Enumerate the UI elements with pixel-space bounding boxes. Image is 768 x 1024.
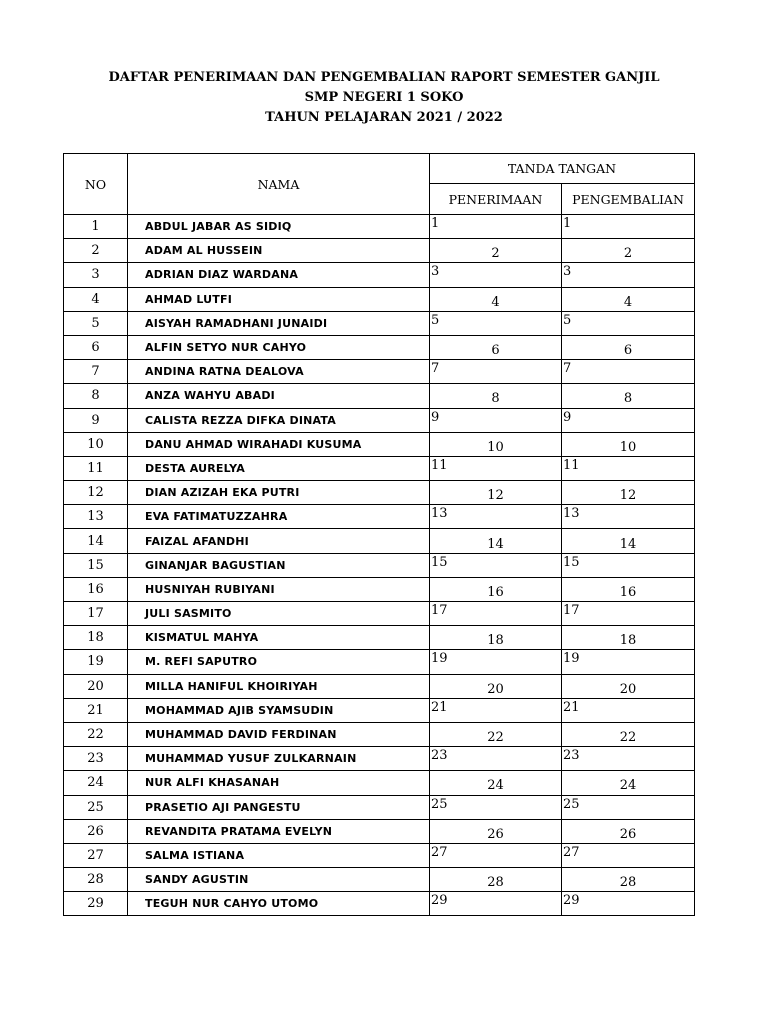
row-number: 19 [87, 654, 104, 670]
student-name: ANDINA RATNA DEALOVA [145, 365, 304, 379]
signature-penerimaan-cell [430, 602, 562, 626]
student-name-cell [128, 650, 430, 674]
signature-penerimaan-cell [430, 819, 562, 843]
student-name: DANU AHMAD WIRAHADI KUSUMA [145, 437, 362, 451]
signature-penerimaan-cell [430, 384, 562, 408]
signature-penerimaan-cell [430, 771, 562, 795]
report-card-signature-table [63, 153, 695, 916]
signature-penerimaan: 16 [487, 584, 504, 600]
row-number-cell [64, 456, 128, 480]
student-name-cell [128, 892, 430, 916]
signature-pengembalian-cell [562, 747, 695, 771]
signature-penerimaan-cell [430, 674, 562, 698]
signature-pengembalian-cell [562, 771, 695, 795]
student-name-cell [128, 819, 430, 843]
student-name-cell [128, 602, 430, 626]
signature-pengembalian: 29 [563, 893, 580, 909]
table-row [64, 892, 695, 916]
signature-penerimaan: 10 [487, 439, 504, 455]
student-name: DIAN AZIZAH EKA PUTRI [145, 486, 300, 500]
signature-penerimaan-cell [430, 481, 562, 505]
signature-pengembalian-cell [562, 892, 695, 916]
row-number: 13 [87, 509, 104, 525]
signature-penerimaan-cell [430, 239, 562, 263]
header-nama: NAMA [128, 154, 430, 215]
student-name: CALISTA REZZA DIFKA DINATA [145, 413, 336, 427]
row-number-cell [64, 263, 128, 287]
signature-penerimaan-cell [430, 432, 562, 456]
table-row [64, 529, 695, 553]
row-number-cell [64, 529, 128, 553]
signature-pengembalian: 23 [563, 748, 580, 764]
signature-penerimaan-cell [430, 843, 562, 867]
row-number-cell [64, 674, 128, 698]
signature-pengembalian: 8 [623, 391, 633, 407]
signature-pengembalian: 3 [563, 264, 572, 280]
signature-penerimaan: 2 [491, 246, 500, 262]
signature-penerimaan-cell [430, 650, 562, 674]
row-number-cell [64, 868, 128, 892]
signature-penerimaan-cell [430, 456, 562, 480]
signature-penerimaan-cell [430, 311, 562, 335]
signature-penerimaan-cell [430, 215, 562, 239]
signature-penerimaan-cell [430, 335, 562, 359]
signature-pengembalian-cell [562, 311, 695, 335]
signature-pengembalian-cell [562, 505, 695, 529]
signature-pengembalian: 17 [563, 603, 580, 619]
table-row [64, 795, 695, 819]
table-row [64, 771, 695, 795]
academic-year: TAHUN PELAJARAN 2021 / 2022 [265, 110, 503, 125]
row-number: 24 [87, 775, 104, 791]
row-number-cell [64, 481, 128, 505]
signature-pengembalian-cell [562, 239, 695, 263]
student-name: REVANDITA PRATAMA EVELYN [145, 824, 333, 838]
row-number-cell [64, 795, 128, 819]
student-name-cell [128, 360, 430, 384]
row-number-cell [64, 626, 128, 650]
signature-penerimaan: 27 [431, 844, 448, 860]
signature-pengembalian: 10 [619, 439, 637, 455]
signature-pengembalian: 24 [619, 778, 637, 794]
row-number-cell [64, 819, 128, 843]
signature-pengembalian-cell [562, 577, 695, 601]
signature-penerimaan: 4 [491, 294, 500, 310]
signature-penerimaan-cell [430, 408, 562, 432]
student-name: JULI SASMITO [145, 607, 232, 621]
signature-pengembalian: 2 [623, 246, 633, 262]
signature-penerimaan-cell [430, 795, 562, 819]
row-number-cell [64, 747, 128, 771]
table-body [64, 215, 695, 916]
signature-penerimaan-cell [430, 263, 562, 287]
table-row [64, 698, 695, 722]
student-name-cell [128, 335, 430, 359]
signature-penerimaan: 8 [491, 391, 500, 407]
table-row [64, 311, 695, 335]
student-name: HUSNIYAH RUBIYANI [145, 582, 275, 596]
student-name-cell [128, 843, 430, 867]
signature-pengembalian: 19 [563, 651, 580, 667]
signature-pengembalian: 5 [563, 312, 572, 328]
row-number-cell [64, 722, 128, 746]
signature-penerimaan: 12 [487, 488, 504, 504]
student-name: MILLA HANIFUL KHOIRIYAH [145, 679, 318, 693]
signature-penerimaan: 24 [487, 778, 504, 794]
row-number-cell [64, 239, 128, 263]
student-name: EVA FATIMATUZZAHRA [145, 510, 288, 524]
signature-penerimaan: 1 [431, 216, 440, 232]
table-row [64, 553, 695, 577]
header-no: NO [64, 154, 128, 215]
row-number: 18 [87, 630, 104, 646]
table-row [64, 287, 695, 311]
signature-pengembalian: 12 [619, 488, 637, 504]
student-name: GINANJAR BAGUSTIAN [145, 558, 286, 572]
signature-penerimaan-cell [430, 722, 562, 746]
table-row [64, 215, 695, 239]
signature-pengembalian-cell [562, 360, 695, 384]
signature-penerimaan: 19 [431, 651, 448, 667]
student-name: MOHAMMAD AJIB SYAMSUDIN [145, 703, 334, 717]
signature-penerimaan-cell [430, 505, 562, 529]
signature-pengembalian: 27 [563, 844, 580, 860]
signature-pengembalian: 21 [563, 699, 580, 715]
student-name: SANDY AGUSTIN [145, 873, 249, 887]
signature-penerimaan: 21 [431, 699, 448, 715]
signature-pengembalian-cell [562, 408, 695, 432]
signature-pengembalian-cell [562, 287, 695, 311]
row-number: 29 [87, 896, 104, 912]
row-number: 21 [87, 702, 104, 718]
table-row [64, 843, 695, 867]
table-row [64, 432, 695, 456]
signature-pengembalian: 13 [563, 506, 580, 522]
signature-penerimaan: 25 [431, 796, 448, 812]
table-row [64, 408, 695, 432]
signature-penerimaan-cell [430, 287, 562, 311]
signature-pengembalian: 1 [563, 216, 572, 232]
signature-penerimaan: 23 [431, 748, 448, 764]
row-number-cell [64, 771, 128, 795]
signature-pengembalian-cell [562, 698, 695, 722]
student-name: MUHAMMAD YUSUF ZULKARNAIN [145, 752, 357, 766]
signature-penerimaan-cell [430, 529, 562, 553]
row-number: 22 [87, 727, 104, 743]
table-row [64, 263, 695, 287]
row-number-cell [64, 892, 128, 916]
signature-pengembalian-cell [562, 529, 695, 553]
row-number-cell [64, 432, 128, 456]
row-number: 5 [91, 315, 100, 331]
signature-penerimaan: 18 [487, 633, 504, 649]
row-number-cell [64, 698, 128, 722]
table-row [64, 360, 695, 384]
table-row [64, 456, 695, 480]
table-row [64, 722, 695, 746]
row-number-cell [64, 843, 128, 867]
row-number: 4 [91, 291, 100, 307]
signature-penerimaan: 11 [431, 457, 448, 473]
student-name-cell [128, 795, 430, 819]
row-number: 23 [87, 751, 104, 767]
table-row [64, 335, 695, 359]
row-number: 26 [87, 823, 104, 839]
table-row [64, 239, 695, 263]
table-row [64, 747, 695, 771]
signature-pengembalian-cell [562, 602, 695, 626]
row-number-cell [64, 335, 128, 359]
student-name: ADAM AL HUSSEIN [145, 244, 263, 258]
student-name-cell [128, 674, 430, 698]
table-row [64, 577, 695, 601]
student-name: AISYAH RAMADHANI JUNAIDI [145, 316, 328, 330]
signature-pengembalian-cell [562, 384, 695, 408]
signature-pengembalian: 14 [619, 536, 637, 552]
signature-pengembalian-cell [562, 215, 695, 239]
row-number: 27 [87, 847, 104, 863]
student-name: AHMAD LUTFI [145, 292, 232, 306]
student-name-cell [128, 432, 430, 456]
student-name: NUR ALFI KHASANAH [145, 776, 280, 790]
signature-penerimaan: 5 [431, 312, 440, 328]
row-number-cell [64, 311, 128, 335]
signature-penerimaan-cell [430, 626, 562, 650]
row-number-cell [64, 360, 128, 384]
signature-penerimaan: 13 [431, 506, 448, 522]
table-row [64, 626, 695, 650]
signature-pengembalian: 25 [563, 796, 580, 812]
signature-pengembalian: 18 [619, 633, 637, 649]
row-number: 28 [87, 872, 104, 888]
row-number: 2 [91, 243, 100, 259]
row-number: 20 [87, 678, 104, 694]
document-title: DAFTAR PENERIMAAN DAN PENGEMBALIAN RAPORT SEMESTER GANJIL [108, 70, 660, 85]
signature-pengembalian-cell [562, 456, 695, 480]
signature-penerimaan: 3 [431, 264, 440, 280]
row-number: 14 [87, 533, 104, 549]
row-number-cell [64, 505, 128, 529]
student-name-cell [128, 481, 430, 505]
student-name: MUHAMMAD DAVID FERDINAN [145, 728, 337, 742]
row-number: 9 [91, 412, 100, 428]
signature-pengembalian-cell [562, 795, 695, 819]
student-name: FAIZAL AFANDHI [145, 534, 249, 548]
signature-pengembalian: 22 [619, 730, 637, 746]
student-name-cell [128, 311, 430, 335]
signature-penerimaan-cell [430, 553, 562, 577]
signature-penerimaan-cell [430, 868, 562, 892]
student-name-cell [128, 408, 430, 432]
table-row [64, 384, 695, 408]
table-row [64, 481, 695, 505]
student-name-cell [128, 747, 430, 771]
signature-pengembalian: 26 [619, 826, 637, 842]
student-name: ABDUL JABAR AS SIDIQ [145, 220, 292, 234]
student-name-cell [128, 722, 430, 746]
row-number: 12 [87, 485, 104, 501]
header-tanda-tangan: TANDA TANGAN [430, 154, 695, 184]
student-name-cell [128, 771, 430, 795]
signature-pengembalian: 11 [563, 457, 580, 473]
student-name: ANZA WAHYU ABADI [145, 389, 275, 403]
signature-pengembalian: 4 [623, 294, 633, 310]
student-name: TEGUH NUR CAHYO UTOMO [145, 897, 319, 911]
signature-penerimaan: 9 [431, 409, 440, 425]
student-name-cell [128, 553, 430, 577]
table-row [64, 505, 695, 529]
student-name: ADRIAN DIAZ WARDANA [145, 268, 299, 282]
signature-penerimaan: 17 [431, 603, 448, 619]
table-row [64, 868, 695, 892]
signature-pengembalian: 6 [623, 343, 633, 359]
signature-pengembalian-cell [562, 553, 695, 577]
signature-pengembalian-cell [562, 626, 695, 650]
signature-pengembalian: 16 [619, 584, 637, 600]
row-number-cell [64, 384, 128, 408]
table-row [64, 819, 695, 843]
signature-pengembalian-cell [562, 819, 695, 843]
student-name-cell [128, 868, 430, 892]
row-number: 10 [87, 436, 104, 452]
signature-pengembalian-cell [562, 335, 695, 359]
row-number-cell [64, 215, 128, 239]
signature-penerimaan-cell [430, 698, 562, 722]
student-name-cell [128, 287, 430, 311]
signature-penerimaan: 29 [431, 893, 448, 909]
signature-penerimaan: 6 [491, 343, 500, 359]
student-name: DESTA AURELYA [145, 461, 245, 475]
table-row [64, 650, 695, 674]
signature-penerimaan: 14 [487, 536, 504, 552]
student-name-cell [128, 626, 430, 650]
signature-pengembalian-cell [562, 674, 695, 698]
signature-penerimaan: 15 [431, 554, 448, 570]
signature-pengembalian-cell [562, 868, 695, 892]
row-number: 16 [87, 581, 104, 597]
table-row [64, 602, 695, 626]
student-name-cell [128, 698, 430, 722]
signature-penerimaan-cell [430, 577, 562, 601]
student-name: ALFIN SETYO NUR CAHYO [145, 341, 307, 355]
row-number: 25 [87, 799, 104, 815]
student-name-cell [128, 215, 430, 239]
table-row [64, 674, 695, 698]
student-name-cell [128, 239, 430, 263]
row-number-cell [64, 602, 128, 626]
row-number: 8 [91, 388, 100, 404]
student-name-cell [128, 577, 430, 601]
student-name-cell [128, 456, 430, 480]
row-number: 6 [91, 340, 100, 356]
student-name: PRASETIO AJI PANGESTU [145, 800, 301, 814]
signature-pengembalian: 15 [563, 554, 580, 570]
signature-penerimaan: 26 [487, 826, 504, 842]
signature-pengembalian: 9 [563, 409, 572, 425]
signature-pengembalian-cell [562, 263, 695, 287]
student-name-cell [128, 529, 430, 553]
school-name: SMP NEGERI 1 SOKO [304, 90, 464, 105]
header-pengembalian: PENGEMBALIAN [562, 184, 695, 215]
student-name-cell [128, 263, 430, 287]
row-number: 1 [91, 219, 100, 235]
row-number: 3 [91, 267, 100, 283]
row-number: 11 [87, 460, 104, 476]
row-number-cell [64, 553, 128, 577]
header-penerimaan: PENERIMAAN [430, 184, 562, 215]
row-number: 15 [87, 557, 104, 573]
student-name: KISMATUL MAHYA [145, 631, 259, 645]
document-heading [0, 68, 768, 128]
student-name-cell [128, 384, 430, 408]
row-number-cell [64, 650, 128, 674]
signature-penerimaan: 20 [487, 681, 504, 697]
signature-pengembalian-cell [562, 481, 695, 505]
signature-pengembalian: 7 [563, 361, 572, 377]
row-number-cell [64, 577, 128, 601]
signature-penerimaan-cell [430, 747, 562, 771]
signature-pengembalian-cell [562, 432, 695, 456]
signature-penerimaan: 7 [431, 361, 440, 377]
row-number: 17 [87, 606, 104, 622]
signature-penerimaan-cell [430, 360, 562, 384]
student-name: M. REFI SAPUTRO [145, 655, 258, 669]
signature-pengembalian: 28 [619, 875, 637, 891]
signature-pengembalian-cell [562, 843, 695, 867]
row-number: 7 [91, 364, 100, 380]
row-number-cell [64, 408, 128, 432]
signature-penerimaan-cell [430, 892, 562, 916]
signature-pengembalian: 20 [619, 681, 637, 697]
signature-penerimaan: 22 [487, 730, 504, 746]
signature-penerimaan: 28 [487, 875, 504, 891]
row-number-cell [64, 287, 128, 311]
student-name-cell [128, 505, 430, 529]
signature-pengembalian-cell [562, 650, 695, 674]
signature-pengembalian-cell [562, 722, 695, 746]
student-name: SALMA ISTIANA [145, 848, 245, 862]
